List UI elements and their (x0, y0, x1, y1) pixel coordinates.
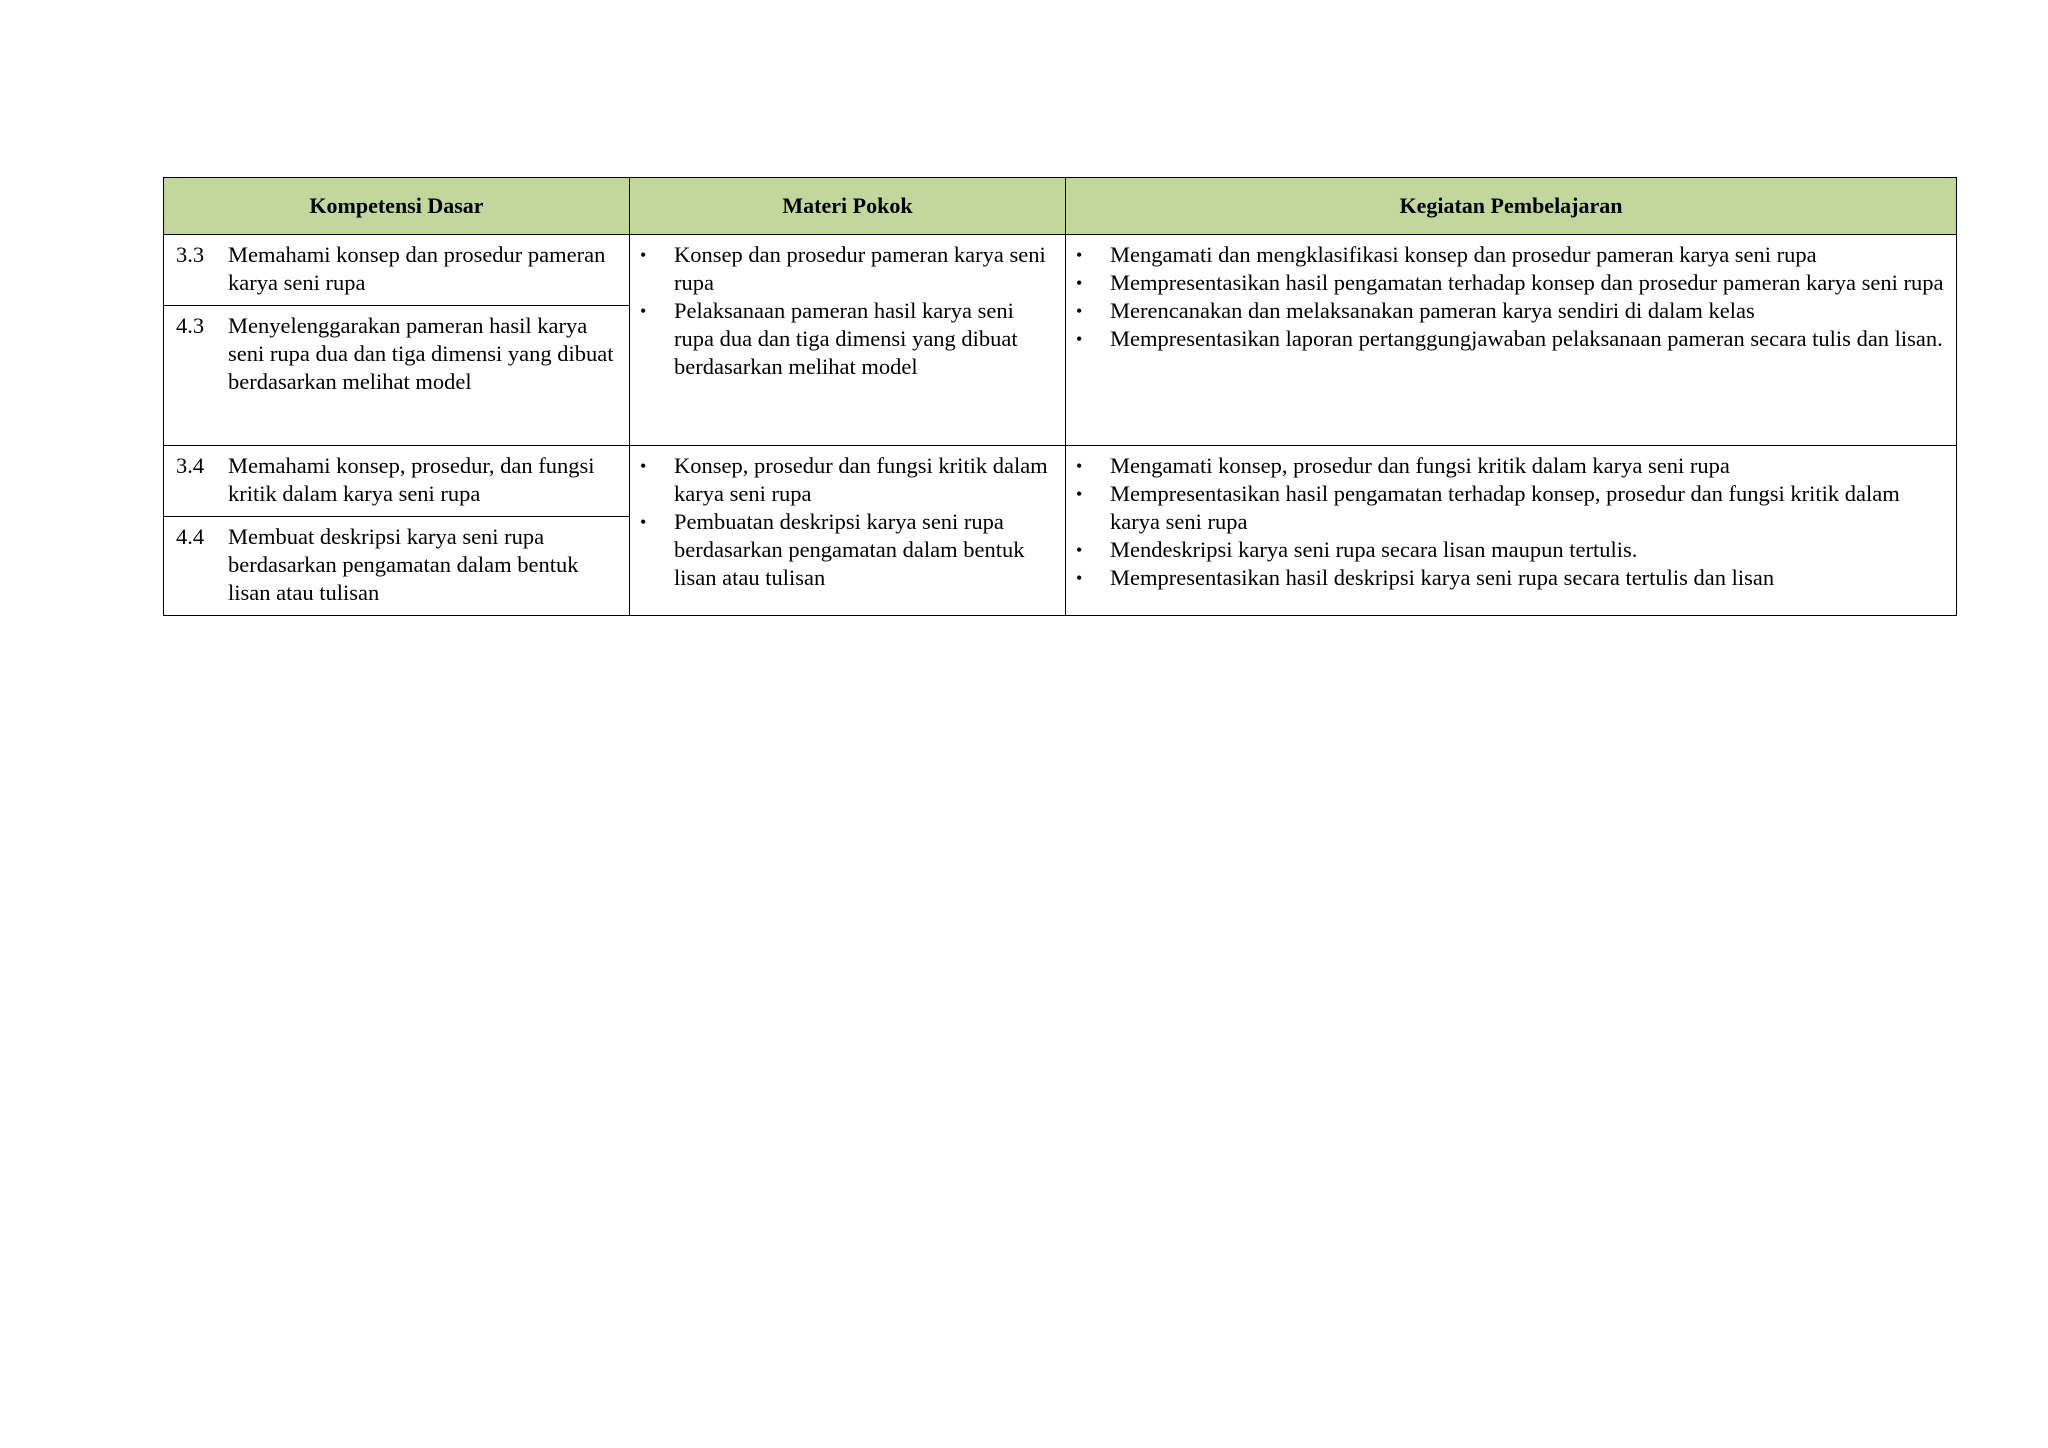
list-item (1076, 297, 1944, 325)
kd-number: 4.4 (176, 524, 205, 549)
document-page (163, 177, 1956, 616)
materi-cell (630, 446, 1066, 616)
list-item-text: Pelaksanaan pameran hasil karya seni rupa dua dan tiga dimensi yang dibuat berdasarkan melihat model (674, 298, 1018, 379)
list-item (640, 241, 1053, 297)
kd-cell (164, 235, 630, 446)
list-item (1076, 564, 1944, 592)
kd-number: 3.3 (176, 242, 205, 267)
materi-list (630, 446, 1065, 602)
bullet-icon: • (640, 245, 647, 265)
bullet-icon: • (1076, 301, 1083, 321)
list-item-text: Mengamati dan mengklasifikasi konsep dan prosedur pameran karya seni rupa (1110, 242, 1817, 267)
bullet-icon: • (1076, 456, 1083, 476)
list-item-text: Mempresentasikan hasil deskripsi karya seni rupa secara tertulis dan lisan (1110, 565, 1775, 590)
list-item (1076, 536, 1944, 564)
kegiatan-list (1066, 446, 1956, 602)
bullet-icon: • (1076, 273, 1083, 293)
bullet-icon: • (640, 512, 647, 532)
kd-text: Memahami konsep dan prosedur pameran karya seni rupa (228, 242, 606, 295)
kegiatan-cell (1066, 235, 1957, 446)
bullet-icon: • (640, 301, 647, 321)
kegiatan-cell (1066, 446, 1957, 616)
kd-text: Memahami konsep, prosedur, dan fungsi kritik dalam karya seni rupa (228, 453, 595, 506)
bullet-icon: • (1076, 329, 1083, 349)
header-kompetensi-dasar: Kompetensi Dasar (164, 178, 630, 235)
table-row (164, 235, 1957, 446)
list-item-text: Mendeskripsi karya seni rupa secara lisan maupun tertulis. (1110, 537, 1638, 562)
list-item-text: Merencanakan dan melaksanakan pameran karya sendiri di dalam kelas (1110, 298, 1755, 323)
list-item (1076, 452, 1944, 480)
kd-number: 4.3 (176, 313, 205, 338)
list-item (640, 508, 1053, 592)
list-item (1076, 241, 1944, 269)
kd-number: 3.4 (176, 453, 205, 478)
header-materi-pokok: Materi Pokok (630, 178, 1066, 235)
bullet-icon: • (1076, 245, 1083, 265)
list-item-text: Konsep dan prosedur pameran karya seni rupa (674, 242, 1046, 295)
list-item-text: Mempresentasikan hasil pengamatan terhadap konsep dan prosedur pameran karya seni rupa (1110, 270, 1944, 295)
table-header-row (164, 178, 1957, 235)
list-item (1076, 480, 1944, 536)
materi-list (630, 235, 1065, 391)
bullet-icon: • (1076, 484, 1083, 504)
bullet-icon: • (640, 456, 647, 476)
kegiatan-list (1066, 235, 1956, 363)
bullet-icon: • (1076, 540, 1083, 560)
list-item (640, 452, 1053, 508)
kd-item (164, 235, 629, 306)
list-item (1076, 269, 1944, 297)
list-item-text: Mengamati konsep, prosedur dan fungsi kritik dalam karya seni rupa (1110, 453, 1730, 478)
kd-text: Membuat deskripsi karya seni rupa berdasarkan pengamatan dalam bentuk lisan atau tulisan (228, 524, 579, 605)
header-kegiatan-pembelajaran: Kegiatan Pembelajaran (1066, 178, 1957, 235)
list-item-text: Pembuatan deskripsi karya seni rupa berdasarkan pengamatan dalam bentuk lisan atau tulisan (674, 509, 1025, 590)
list-item-text: Mempresentasikan hasil pengamatan terhadap konsep, prosedur dan fungsi kritik dalam karya seni rupa (1110, 481, 1900, 534)
kd-item (164, 306, 629, 404)
kd-cell (164, 446, 630, 616)
materi-cell (630, 235, 1066, 446)
table-row (164, 446, 1957, 616)
list-item-text: Konsep, prosedur dan fungsi kritik dalam karya seni rupa (674, 453, 1048, 506)
learning-plan-table (163, 177, 1957, 616)
list-item-text: Mempresentasikan laporan pertanggungjawaban pelaksanaan pameran secara tulis dan lisan. (1110, 326, 1943, 351)
kd-item (164, 517, 629, 615)
bullet-icon: • (1076, 568, 1083, 588)
list-item (1076, 325, 1944, 353)
kd-text: Menyelenggarakan pameran hasil karya seni rupa dua dan tiga dimensi yang dibuat berdasarkan melihat model (228, 313, 614, 394)
kd-item (164, 446, 629, 517)
list-item (640, 297, 1053, 381)
